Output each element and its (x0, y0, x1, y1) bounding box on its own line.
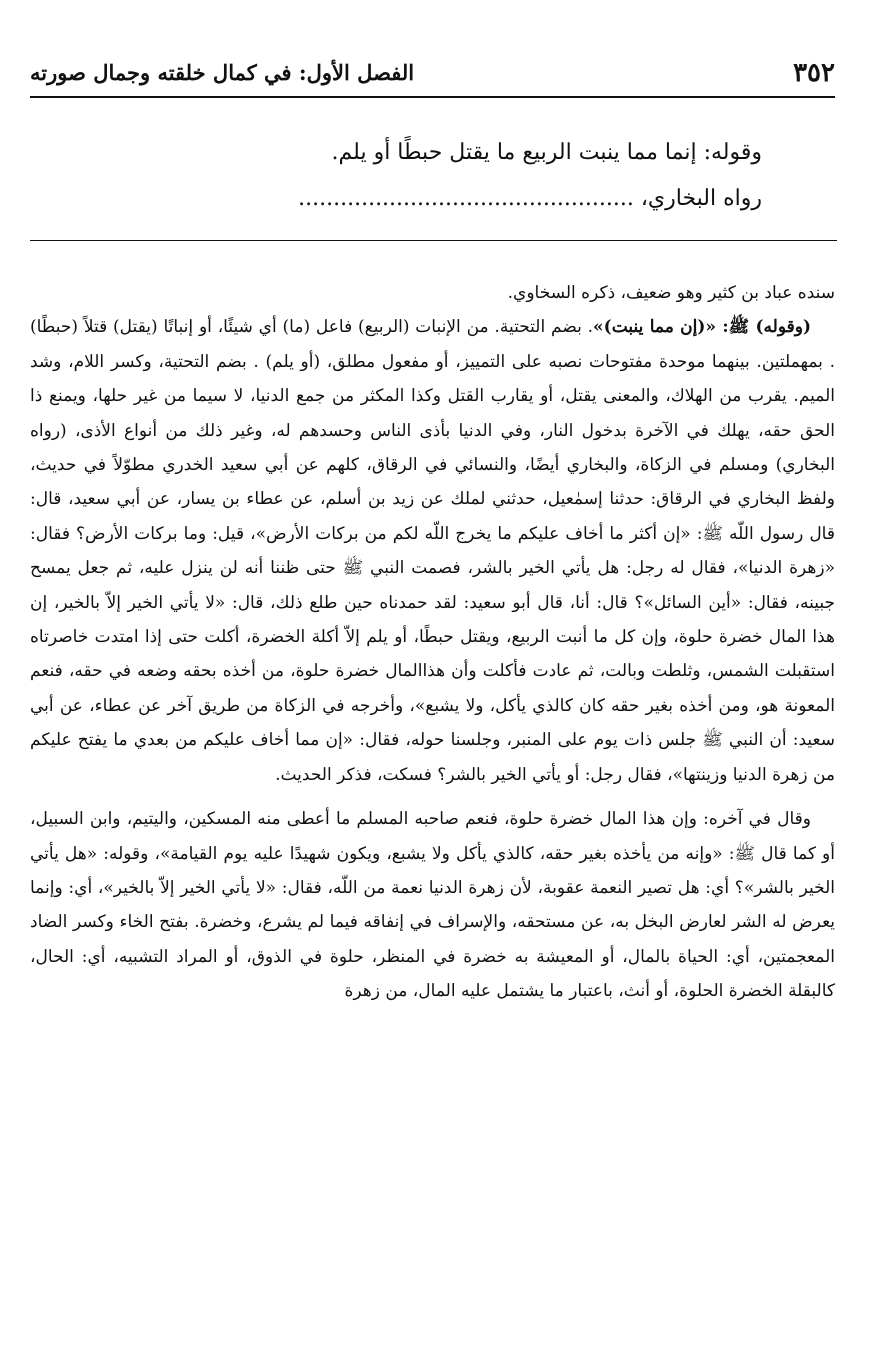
page-header (30, 52, 835, 98)
commentary-paragraph-1: سنده عباد بن كثير وهو ضعيف، ذكره السخاوي. (507, 283, 835, 303)
matn-box (30, 124, 837, 241)
commentary (30, 276, 835, 1009)
commentary-paragraph-2 (30, 310, 835, 792)
lemma-text: (وقوله) ﷺ: «(إن مما ينبت)» (593, 317, 811, 338)
matn-source-text: رواه البخاري، (640, 186, 762, 211)
commentary-paragraph-2-text: . بضم التحتية. من الإنبات (الربيع) فاعل (ما) أي شيئًا، أو إنباتًا (يقتل) قتلاً (حبطًا) . بمهملتين. بينهما موحدة مفتوحات نصبه على التمييز، أو مفعول مطلق، (أو يلم) . بضم التحتية، وكسر اللام، وشد الميم. يقرب من الهلاك، والمعنى يقتل، أو يقارب القتل وكذا المكثر من جمع الدنيا، لا سيما من غير حلها، ويمنع ذا الحق حقه، يهلك في الآخرة بدخول النار، وفي الدنيا بأذى الناس وحسدهم له، وغير ذلك من أنواع الأذى، (رواه البخاري) ومسلم في الزكاة، والبخاري أيضًا، والنسائي في الرقاق، كلهم عن أبي سعيد الخدري مطوّلاً في حديث، ولفظ البخاري في الرقاق: حدثنا إسمٰعيل، حدثني لملك عن زيد بن أسلم، عن عطاء بن يسار، عن أبي سعيد، قال: قال رسول اللّه ﷺ: «إن أكثر ما أخاف عليكم ما يخرج اللّه لكم من بركات الأرض»، قيل: وما بركات الأرض؟ فقال: «زهرة الدنيا»، فقال له رجل: هل يأتي الخير بالشر، فصمت النبي ﷺ حتى ظننا أنه لن ينزل عليه، ثم جعل يمسح جبينه، فقال: «أين السائل»؟ قال: أنا، قال أبو سعيد: لقد حمدناه حين طلع ذلك، قال: «لا يأتي الخير إلاّ بالخير، إن هذا المال خضرة حلوة، وإن كل ما أنبت الربيع، ويقتل حبطًا، أو يلم إلاّ أكلة الخضرة، أكلت حتى إذا امتدت خاصرتاه استقبلت الشمس، وثلطت وبالت، ثم عادت فأكلت وأن هذاالمال خضرة حلوة، من أخذه بحقه وضعه في حقه، فنعم المعونة هو، ومن أخذه بغير حقه كان كالذي يأكل، ولا يشبع»، وأخرجه في الزكاة من طريق آخر عن عطاء، عن أبي سعيد: أن النبي ﷺ جلس ذات يوم على المنبر، وجلسنا حوله، فقال: «إن مما أخاف عليكم من بعدي ما يفتح عليكم من زهرة الدنيا وزينتها»، فقال رجل: أو يأتي الخير بالشر؟ فسكت، فذكر الحديث. (30, 317, 835, 785)
commentary-paragraph-3: وقال في آخره: وإن هذا المال خضرة حلوة، فنعم صاحبه المسلم ما أعطى منه المسكين، واليتيم، وابن السبيل، أو كما قال ﷺ: «وإنه من يأخذه بغير حقه، كالذي يأكل ولا يشبع، ويكون شهيدًا عليه يوم القيامة»، وقوله: «هل يأتي الخير بالشر»؟ أي: هل تصير النعمة عقوبة، لأن زهرة الدنيا نعمة من اللّه، فقال: «لا يأتي الخير إلاّ بالخير»، أي: وإنما يعرض له الشر لعارض البخل به، عن مستحقه، والإسراف في إنفاقه فيما لم يشرع، وخضرة. بفتح الخاء وكسر الضاد المعجمتين، أي: الحياة بالمال، أو المعيشة به خضرة في المنظر، حلوة في الذوق، أو المراد التشبيه، أي: الحال، كالبقلة الخضرة الحلوة، أو أنث، باعتبار ما يشتمل عليه المال، من زهرة (30, 809, 835, 1002)
page-number: ٣٥٢ (793, 58, 835, 88)
matn-source (298, 186, 762, 211)
matn-dots: ................................................ (298, 186, 634, 211)
matn-text: وقوله: إنما مما ينبت الربيع ما يقتل حبطًا أو يلم. (331, 140, 762, 165)
chapter-title: الفصل الأول: في كمال خلقته وجمال صورته (30, 60, 415, 85)
